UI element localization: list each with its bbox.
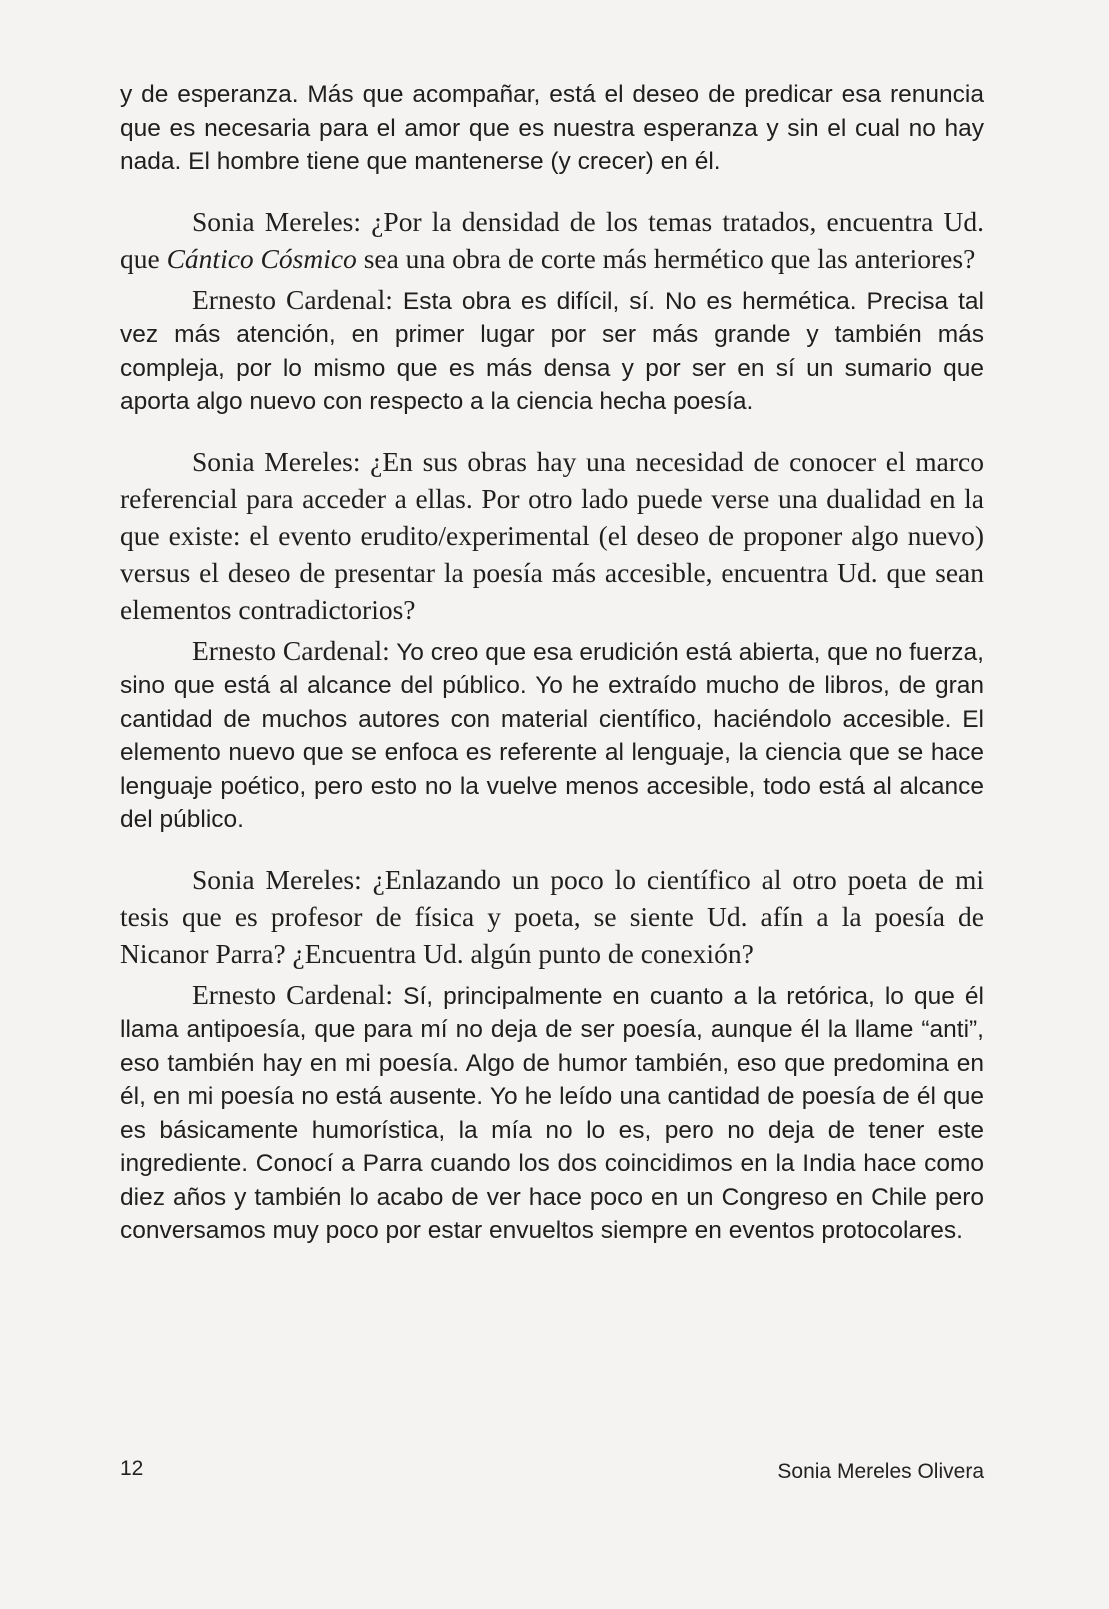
page-number: 12 xyxy=(120,1457,144,1480)
page-body xyxy=(120,78,984,1248)
speaker-label: Sonia Mereles: xyxy=(192,205,362,237)
answer-text: Esta obra es difícil, sí. No es hermética. Precisa tal vez más atención, en primer lugar por ser más grande y también más compleja, por lo mismo que es más densa y por ser en sí un sumario que aporta algo nuevo con respecto a la ciencia hecha poesía. xyxy=(120,287,984,415)
answer-text: Sí, principalmente en cuanto a la retórica, lo que él llama antipoesía, que para mí no deja de ser poesía, aunque él la llame “anti”, eso también hay en mi poesía. Algo de humor también, eso que predomina en él, en mi poesía no está ausente. Yo he leído una cantidad de poesía de él que es básicamente humorística, la mía no lo es, pero no deja de tener este ingrediente. Conocí a Parra cuando los dos coincidimos en la India hace como diez años y también lo acabo de ver hace poco en un Congreso en Chile pero conversamos muy poco por estar envueltos siempre en eventos protocolares. xyxy=(120,982,984,1244)
question-text: ¿Enlazando un poco lo científico al otro poeta de mi tesis que es profesor de física y poeta, se siente Ud. afín a la poesía de Nicanor Parra? ¿Encuentra Ud. algún punto de conexión? xyxy=(120,863,984,969)
answer-paragraph xyxy=(120,281,984,419)
question-text: ¿En sus obras hay una necesidad de conocer el marco referencial para acceder a ellas. Por otro lado puede verse una dualidad en la que existe: el evento erudito/experimental (el deseo de proponer algo nuevo) versus el deseo de presentar la poesía más accesible, encuentra Ud. que sean elementos contradictorios? xyxy=(120,445,984,625)
question-text-end: sea una obra de corte más hermético que las anteriores? xyxy=(356,242,976,274)
speaker-label: Ernesto Cardenal: xyxy=(192,978,394,1010)
book-title-italic: Cántico Cósmico xyxy=(166,242,357,274)
speaker-label: Ernesto Cardenal: xyxy=(192,283,393,315)
paragraph-continuation xyxy=(120,78,984,179)
question-paragraph xyxy=(120,861,984,972)
answer-text: Yo creo que esa erudición está abierta, que no fuerza, sino que está al alcance del público. Yo he extraído mucho de libros, de gran cantidad de muchos autores con material científico, haciéndolo accesible. El elemento nuevo que se enfoca es referente al lenguaje, la ciencia que se hace lenguaje poético, pero esto no la vuelve menos accesible, todo está al alcance del público. xyxy=(120,638,984,833)
speaker-label: Sonia Mereles: xyxy=(192,863,362,895)
running-footer-author: Sonia Mereles Olivera xyxy=(777,1460,984,1483)
answer-paragraph xyxy=(120,632,984,837)
paragraph-text: y de esperanza. Más que acompañar, está el deseo de predicar esa renuncia que es necesaria para el amor que es nuestra esperanza y sin el cual no hay nada. El hombre tiene que mantenerse (y crecer) en él. xyxy=(120,81,984,175)
question-text: ¿Por la densidad de los temas tratados, encuentra Ud. que xyxy=(120,205,985,274)
question-paragraph xyxy=(120,203,984,277)
speaker-label: Ernesto Cardenal: xyxy=(192,634,390,666)
answer-paragraph xyxy=(120,976,984,1248)
question-paragraph xyxy=(120,443,984,628)
speaker-label: Sonia Mereles: xyxy=(192,445,361,477)
